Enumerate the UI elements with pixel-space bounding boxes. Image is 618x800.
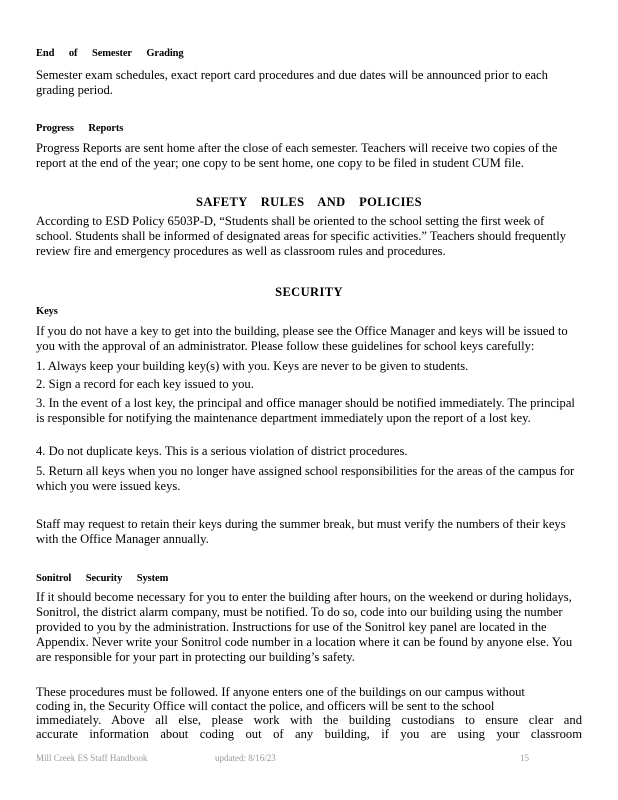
footer-title: Mill Creek ES Staff Handbook [36,753,148,763]
sonitrol-body: If it should become necessary for you to enter the building after hours, on the weekend or during holidays, Sonitrol, the district alarm company, must be notified. To do so, code into our building using the number provided to you by the administration. Instructions for use of the Sonitrol key panel are located in the Appendix. Never write your Sonitrol code number in a location where it can be found by anyone else. You are responsible for your part in protecting our building’s safety. [36,590,573,664]
summer-key-note: Staff may request to retain their keys during the summer break, but must verify the numbers of their keys with the Office Manager annually. [36,517,566,546]
safety-body: According to ESD Policy 6503P-D, “Students shall be oriented to the school setting the first week of school. Students shall be informed of designated areas for specific activities.” Teachers should frequently review fire and emergency procedures as well as classroom rules and procedures. [36,214,567,258]
progress-reports-body: Progress Reports are sent home after the close of each semester. Teachers will receive two copies of the report at the end of the year; one copy to be sent home, one copy to be filed in student CUM file. [36,141,558,170]
footer-updated: updated: 8/16/23 [215,753,276,763]
keys-item-4: 4. Do not duplicate keys. This is a serious violation of district procedures. [36,444,408,458]
sonitrol-heading: Sonitrol Security System [36,573,169,584]
keys-heading: Keys [36,306,58,317]
progress-reports-heading: Progress Reports [36,123,124,134]
keys-item-1: 1. Always keep your building key(s) with you. Keys are never to be given to students. [36,359,469,373]
keys-item-2: 2. Sign a record for each key issued to you. [36,377,254,391]
procedures-line-4: accurate information about coding out of any building, if you are using your classroom [36,727,582,741]
keys-item-5: 5. Return all keys when you no longer have assigned school responsibilities for the areas of the campus for which you were issued keys. [36,464,575,493]
procedures-line-1: These procedures must be followed. If anyone enters one of the buildings on our campus without [36,685,525,699]
procedures-line-2: coding in, the Security Office will contact the police, and officers will be sent to the school [36,699,495,713]
safety-heading: SAFETY RULES AND POLICIES [195,195,423,209]
page-number: 15 [520,753,529,763]
security-heading: SECURITY [275,285,343,299]
end-semester-body: Semester exam schedules, exact report card procedures and due dates will be announced prior to each grading period. [36,68,548,97]
end-semester-heading: End of Semester Grading [36,48,184,59]
keys-item-3: 3. In the event of a lost key, the principal and office manager should be notified immediately. The principal is responsible for notifying the maintenance department immediately upon the report of a lost key. [36,396,575,425]
keys-intro: If you do not have a key to get into the building, please see the Office Manager and keys will be issued to you with the approval of an administrator. Please follow these guidelines for school keys carefully: [36,324,568,353]
procedures-line-3: immediately. Above all else, please work with the building custodians to ensure clear and [36,713,582,727]
